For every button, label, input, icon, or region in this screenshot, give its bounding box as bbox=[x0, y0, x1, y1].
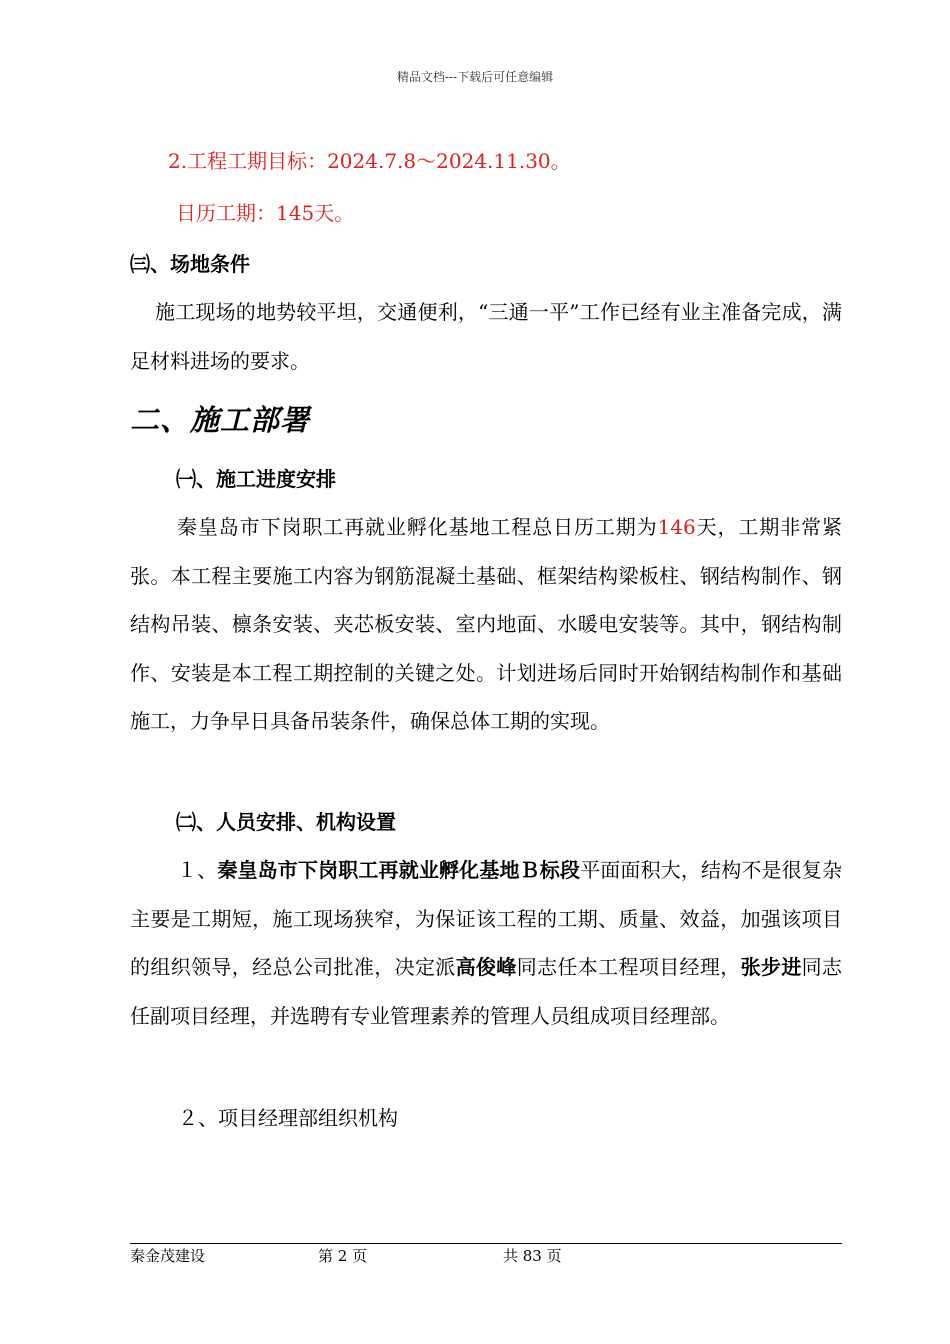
staffing-paragraph-2: ２、项目经理部组织机构 bbox=[178, 1106, 398, 1130]
site-conditions-text: 施工现场的地势较平坦，交通便利，“三通一平”工作已经有业主准备完成，满足材料进场的要求。 bbox=[130, 300, 842, 373]
calendar-value: 145 bbox=[276, 201, 315, 225]
staffing-paragraph-1: １、秦皇岛市下岗职工再就业孵化基地Ｂ标段平面面积大，结构不是很复杂主要是工期短，施工现场狭窄，为保证该工程的工期、质量、效益，加强该项目的组织领导，经总公司批准，决定派高俊峰同志任本工程项目经理，张步进同志任副项目经理，并选聘有专业管理素养的管理人员组成项目经理部。 bbox=[130, 858, 843, 1028]
footer-company: 秦金茂建设 bbox=[130, 1247, 206, 1265]
footer-total-pages: 共 83 页 bbox=[503, 1247, 562, 1265]
progress-text: 秦皇岛市下岗职工再就业孵化基地工程总日历工期为146天，工期非常紧张。本工程主要施工内容为钢筋混凝土基础、框架结构梁板柱、钢结构制作、钢结构吊装、檩条安装、夹芯板安装、室内地面、水暖电安装等。其中，钢结构制作、安装是本工程工期控制的关键之处。计划进场后同时开始钢结构制作和基础施工，力争早日具备吊装条件，确保总体工期的实现。 bbox=[130, 515, 843, 733]
section-title: 二、施工部署 bbox=[130, 403, 311, 437]
page-header: 精品文档---下载后可任意编辑 bbox=[396, 70, 554, 84]
schedule-target: 2.工程工期目标：2024.7.8～2024.11.30。 bbox=[168, 149, 571, 173]
footer-divider bbox=[130, 1243, 842, 1244]
calendar-prefix: 日历工期： bbox=[176, 201, 276, 225]
calendar-duration bbox=[176, 197, 354, 226]
total-days: 146 bbox=[657, 515, 696, 539]
staffing-heading: ㈡、人员安排、机构设置 bbox=[176, 810, 396, 834]
site-conditions-heading: ㈢、场地条件 bbox=[130, 252, 250, 276]
project-manager: 高俊峰 bbox=[455, 955, 517, 979]
project-name: 秦皇岛市下岗职工再就业孵化基地Ｂ标段 bbox=[217, 858, 581, 882]
deputy-manager: 张步进 bbox=[740, 955, 802, 979]
progress-heading: ㈠、施工进度安排 bbox=[176, 467, 336, 491]
calendar-suffix: 天。 bbox=[314, 201, 355, 225]
footer-page-number: 第 2 页 bbox=[318, 1247, 368, 1265]
